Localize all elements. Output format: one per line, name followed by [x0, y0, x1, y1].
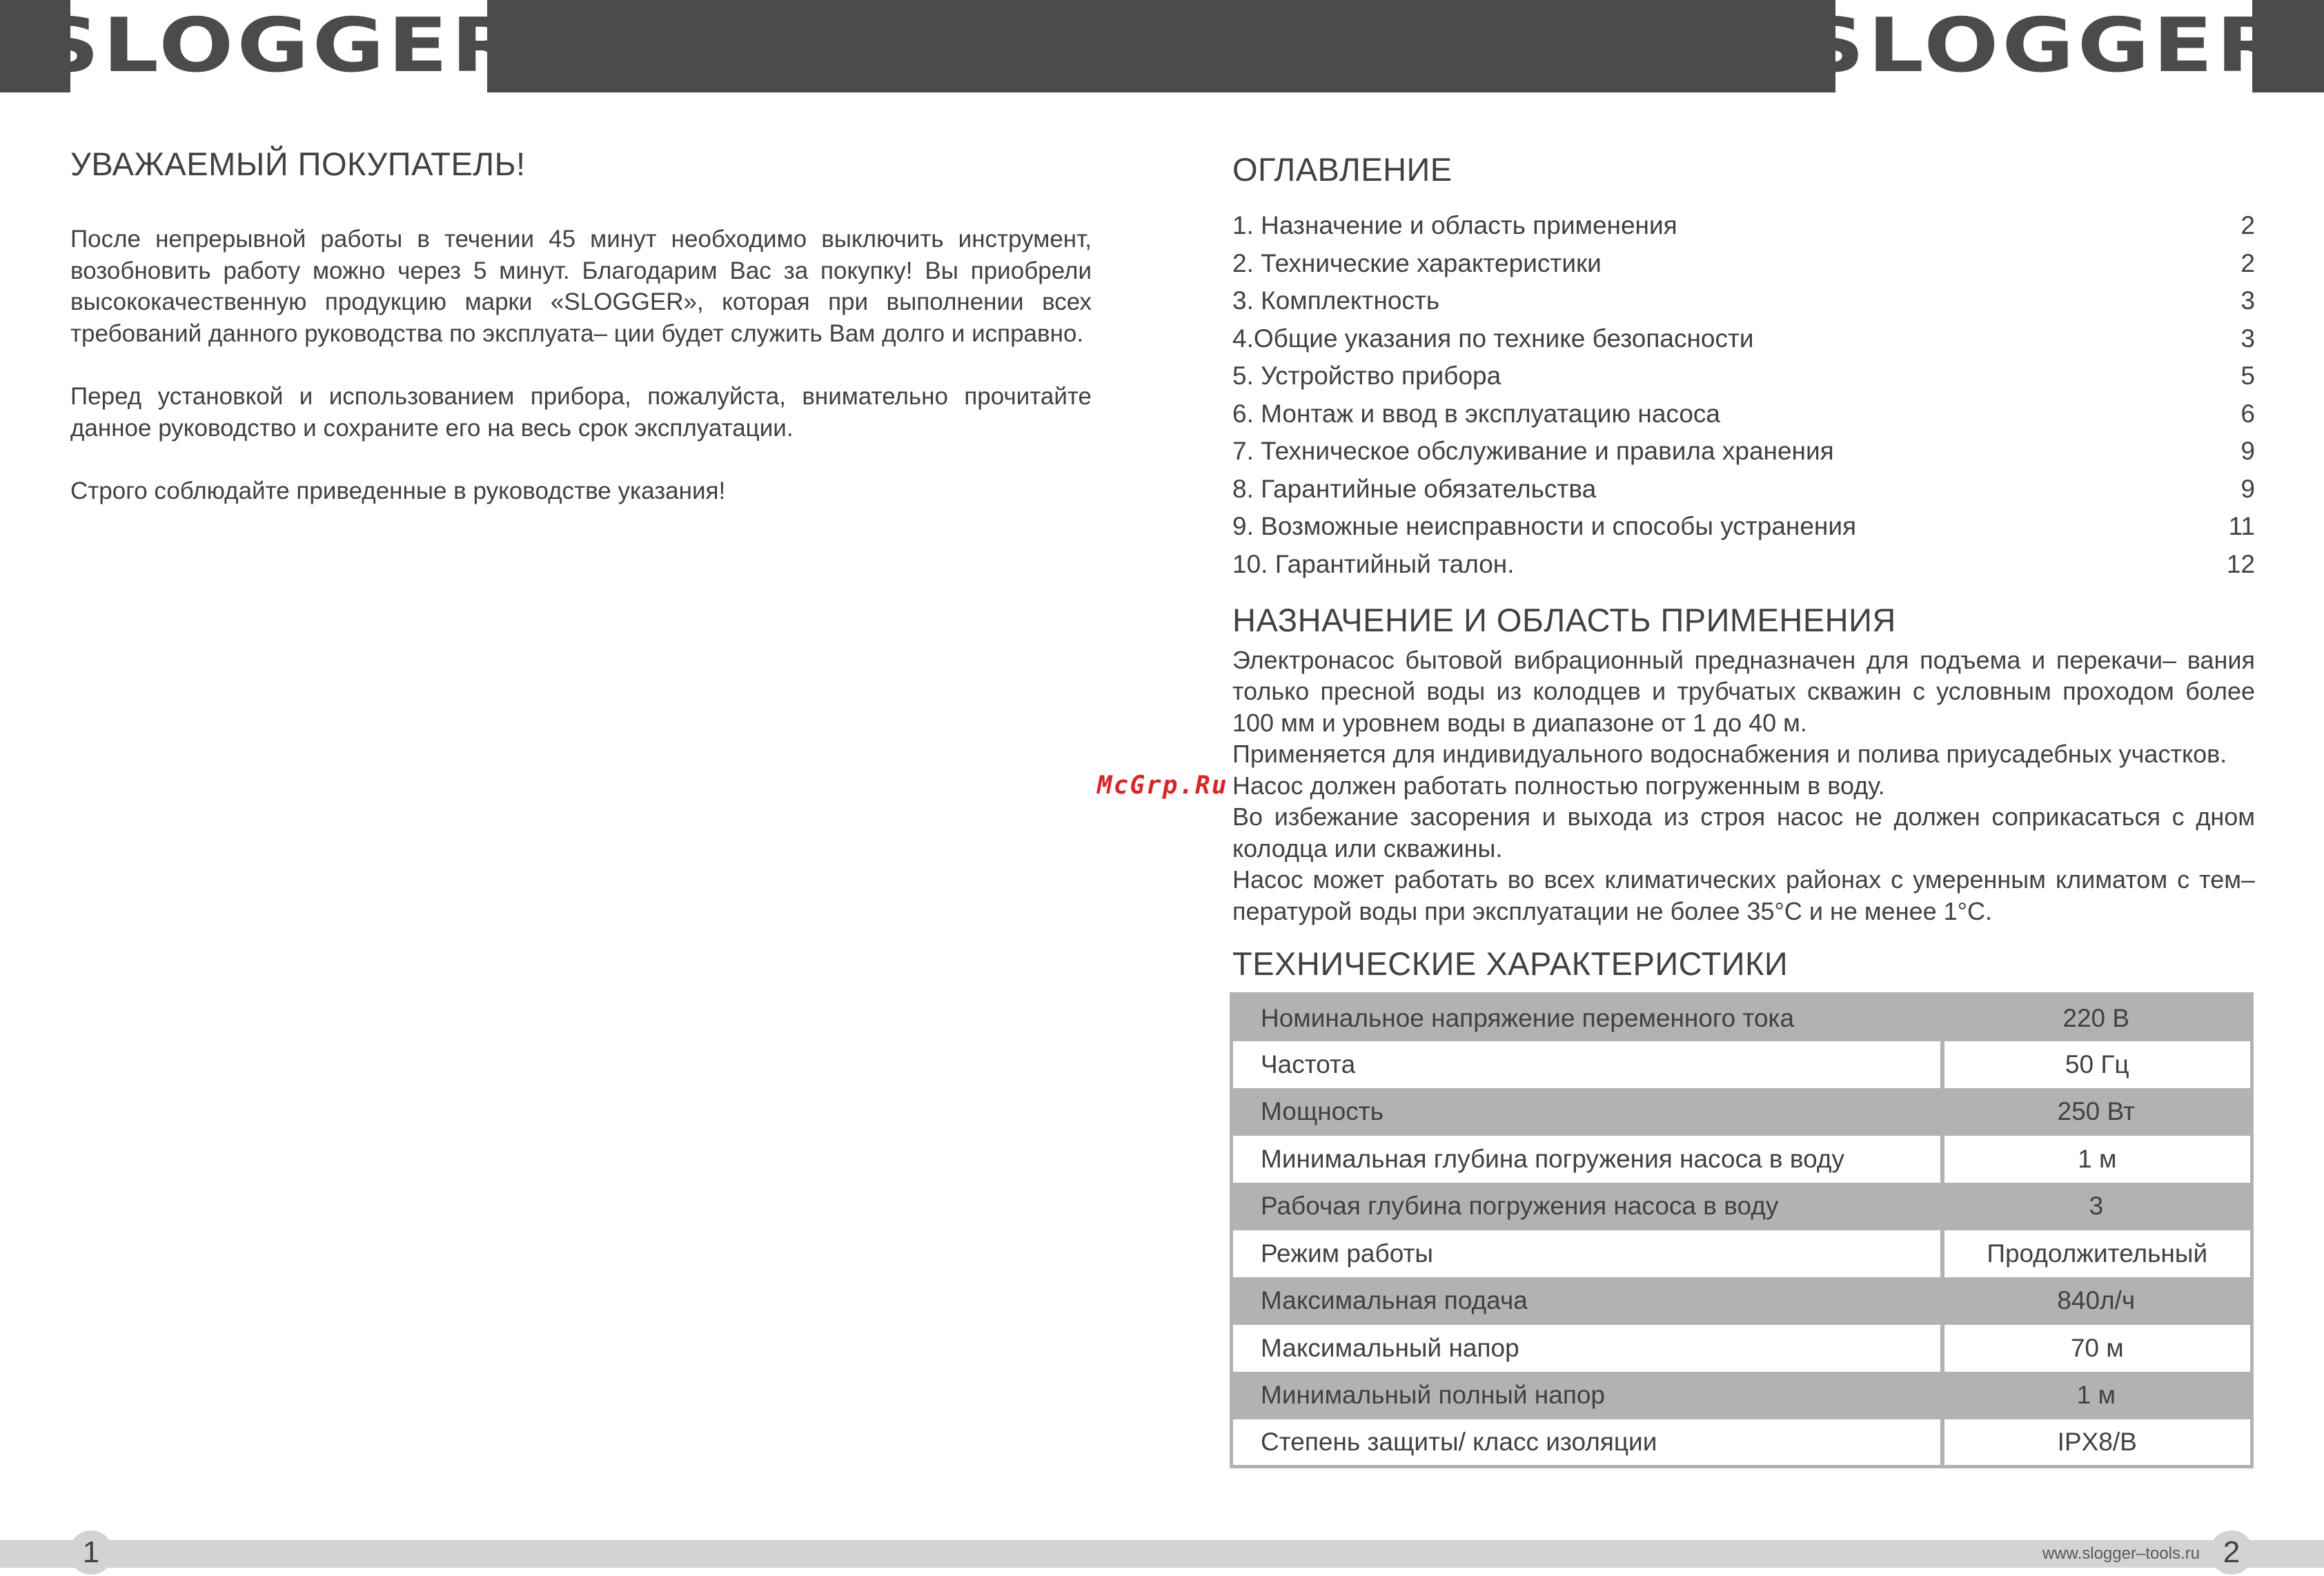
spec-name: Мощность: [1232, 1088, 1942, 1136]
spec-name: Рабочая глубина погружения насоса в воду: [1232, 1183, 1942, 1230]
toc-item[interactable]: [1232, 207, 2255, 245]
table-row: [1232, 1230, 2252, 1278]
toc-item[interactable]: [1232, 320, 2255, 358]
table-row: [1232, 1183, 2252, 1230]
spec-value: 840л/ч: [1942, 1277, 2252, 1325]
toc-item[interactable]: [1232, 471, 2255, 509]
toc-item[interactable]: [1232, 395, 2255, 433]
toc-list: [1232, 207, 2255, 583]
specs-table: [1230, 992, 2254, 1468]
purpose-heading: НАЗНАЧЕНИЕ И ОБЛАСТЬ ПРИМЕНЕНИЯ: [1232, 602, 1896, 639]
spec-name: Частота: [1232, 1041, 1942, 1089]
table-row: [1232, 1041, 2252, 1089]
table-row: [1232, 1088, 2252, 1136]
spec-value: 3: [1942, 1183, 2252, 1230]
toc-item-page: 3: [2241, 324, 2255, 353]
spec-name: Максимальная подача: [1232, 1277, 1942, 1325]
toc-item-page: 11: [2228, 512, 2255, 541]
spec-value: Продолжительный: [1942, 1230, 2252, 1278]
logo-right: [1800, 0, 2287, 92]
page-number-left: 1: [69, 1530, 113, 1575]
purpose-text: [1232, 644, 2255, 927]
slogger-logo-text: SLOGGER: [35, 3, 522, 89]
footer-bar: [0, 1540, 2324, 1568]
slogger-logo-text: SLOGGER: [1800, 3, 2287, 89]
toc-item[interactable]: [1232, 508, 2255, 546]
purpose-paragraph: Электронасос бытовой вибрационный предназначен для подъема и перекачи– вания только пресной воды из колодцев и трубчатых скважин с условным проходом более 100 мм и уровнем воды в диапазоне от 1 до 40 м.: [1232, 645, 2255, 737]
toc-item[interactable]: [1232, 546, 2255, 584]
toc-item-label: 8. Гарантийные обязательства: [1232, 474, 1597, 503]
toc-item-label: 7. Техническое обслуживание и правила хранения: [1232, 437, 1834, 466]
spec-value: IPX8/B: [1942, 1419, 2252, 1467]
spec-name: Режим работы: [1232, 1230, 1942, 1278]
spec-value: 1 м: [1942, 1372, 2252, 1419]
page-number-right: 2: [2209, 1530, 2254, 1575]
toc-item-label: 1. Назначение и область применения: [1232, 211, 1677, 240]
specs-heading: ТЕХНИЧЕСКИЕ ХАРАКТЕРИСТИКИ: [1232, 945, 1789, 983]
table-row: [1232, 1277, 2252, 1325]
toc-item[interactable]: [1232, 282, 2255, 320]
toc-item-label: 6. Монтаж и ввод в эксплуатацию насоса: [1232, 399, 1720, 428]
toc-item-page: 9: [2241, 474, 2255, 503]
spec-value: 1 м: [1942, 1136, 2252, 1183]
purpose-paragraph: Применяется для индивидуального водоснабжения и полива приусадебных участков.: [1232, 740, 2227, 769]
table-row: [1232, 1325, 2252, 1372]
watermark: McGrp.Ru: [1097, 771, 1228, 800]
toc-item-label: 9. Возможные неисправности и способы устранения: [1232, 512, 1857, 541]
table-row: [1232, 1372, 2252, 1419]
spec-value: 250 Вт: [1942, 1088, 2252, 1136]
footer-url-link[interactable]: www.slogger–tools.ru: [2042, 1544, 2200, 1563]
toc-item[interactable]: [1232, 433, 2255, 471]
toc-item-page: 2: [2241, 211, 2255, 240]
toc-item-page: 5: [2241, 362, 2255, 391]
toc-item-label: 3. Комплектность: [1232, 286, 1440, 315]
toc-item-label: 5. Устройство прибора: [1232, 362, 1501, 391]
spec-name: Минимальный полный напор: [1232, 1372, 1942, 1419]
toc-item-page: 3: [2241, 286, 2255, 315]
toc-item-page: 12: [2226, 549, 2255, 578]
spec-value: 220 В: [1942, 994, 2252, 1041]
instruction-paragraph: Перед установкой и использованием прибора, пожалуйста, внимательно прочитайте данное руководство и сохраните его на весь срок эксплуатации.: [70, 383, 1092, 442]
table-row: [1232, 1136, 2252, 1183]
toc-item-label: 4.Общие указания по технике безопасности: [1232, 324, 1754, 353]
toc-item[interactable]: [1232, 245, 2255, 283]
table-row: [1232, 994, 2252, 1041]
spec-name: Степень защиты/ класс изоляции: [1232, 1419, 1942, 1467]
warning-paragraph: Строго соблюдайте приведенные в руководстве указания!: [70, 477, 726, 505]
spec-name: Номинальное напряжение переменного тока: [1232, 994, 1942, 1041]
toc-item-label: 2. Технические характеристики: [1232, 248, 1602, 277]
toc-item-page: 2: [2241, 248, 2255, 277]
right-page: [1232, 150, 2255, 1468]
purpose-paragraph: Во избежание засорения и выхода из строя насос не должен соприкасаться с дном колодца или скважины.: [1232, 802, 2255, 863]
toc-item-label: 10. Гарантийный талон.: [1232, 549, 1515, 578]
purpose-paragraph: Насос должен работать полностью погруженным в воду.: [1232, 771, 1885, 800]
toc-item[interactable]: [1232, 357, 2255, 395]
toc-item-page: 9: [2241, 437, 2255, 466]
greeting-heading: УВАЖАЕМЫЙ ПОКУПАТЕЛЬ!: [70, 146, 526, 182]
intro-paragraph: После непрерывной работы в течении 45 минут необходимо выключить инструмент, возобновить работу можно через 5 минут. Благодарим Вас за покупку! Вы приобрели высококачественную продукцию марки «SLOGGER», которая при выполнении всех требований данного руководства по эксплуата– ции будет служить Вам долго и исправно.: [70, 226, 1092, 347]
spec-name: Минимальная глубина погружения насоса в воду: [1232, 1136, 1942, 1183]
spec-name: Максимальный напор: [1232, 1325, 1942, 1372]
spec-value: 50 Гц: [1942, 1041, 2252, 1089]
logo-left: [35, 0, 522, 92]
left-page: [70, 145, 1092, 539]
spec-value: 70 м: [1942, 1325, 2252, 1372]
purpose-paragraph: Насос может работать во всех климатических районах с умеренным климатом с тем– пературой воды при эксплуатации не более 35°С и не менее 1°С.: [1232, 865, 2255, 925]
table-row: [1232, 1419, 2252, 1467]
toc-heading: ОГЛАВЛЕНИЕ: [1232, 151, 1452, 188]
toc-item-page: 6: [2241, 399, 2255, 428]
